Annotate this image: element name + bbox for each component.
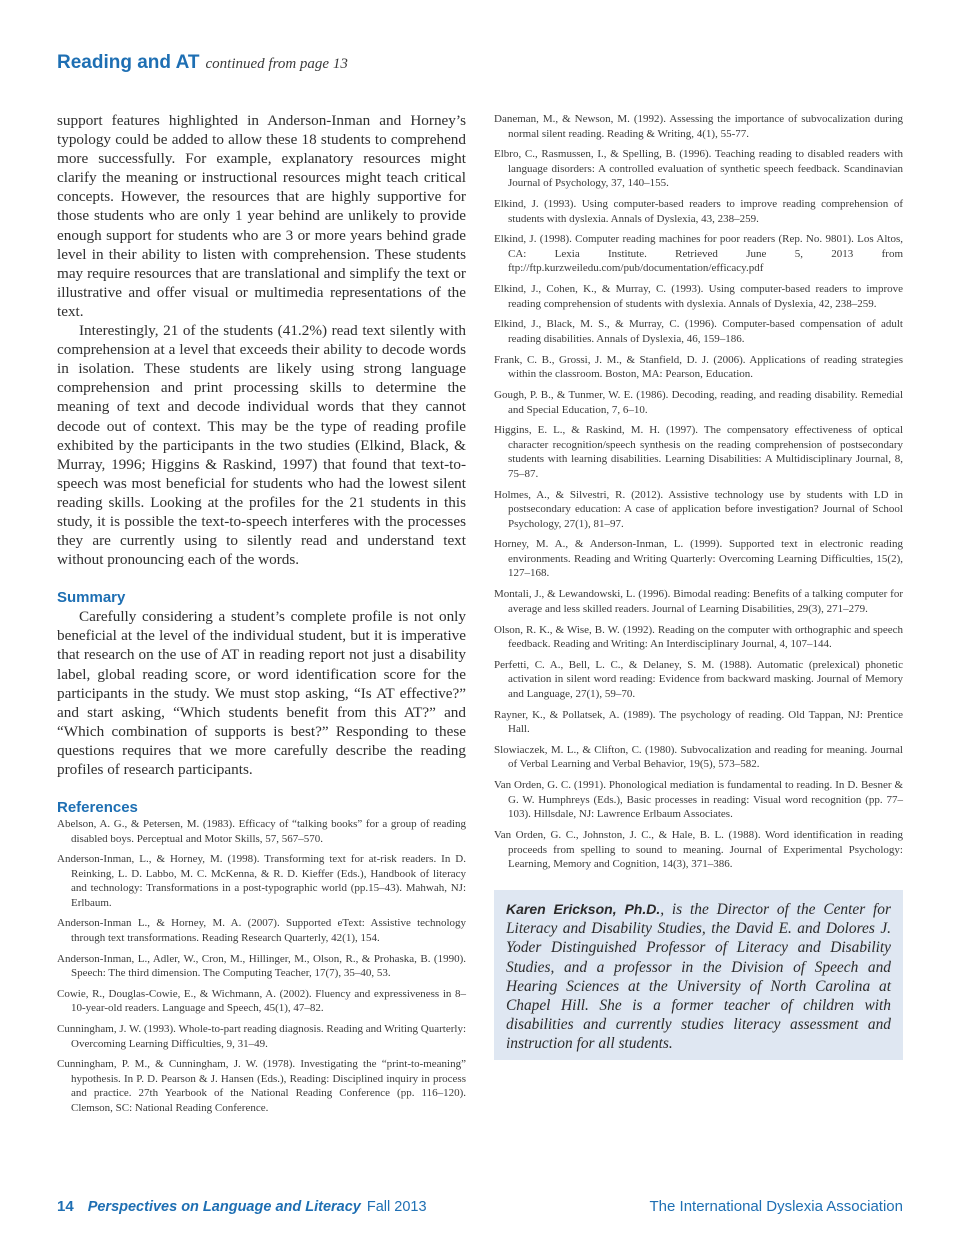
author-bio-text: , is the Director of the Center for Literacy and Disability Studies, the David E. and Dolores J. Yoder Distinguished Professor of Literacy and Disability Studies, and a professor in the Division of Speech and Hearing Sciences at the University of North Carolina at Chapel Hill. She is a former teacher of children with disabilities and currently studies literacy assessment and instruction for all students. bbox=[506, 901, 891, 1053]
reference-item: Olson, R. K., & Wise, B. W. (1992). Reading on the computer with orthographic and speech feedback. Reading and Writing: An Interdisciplinary Journal, 4, 107–144. bbox=[494, 623, 903, 651]
body-paragraph: Interestingly, 21 of the students (41.2%) read text silently with comprehension at a level that exceeds their ability to decode words in isolation. These students are likely using strong language comprehension and print processing skills to determine the meaning of text and decode individual words that they cannot decode out of context. This may be the type of reading profile exhibited by the participants in the two studies (Elkind, Black, & Murray, 1996; Higgins & Raskind, 1997) that found that text-to-speech was most beneficial for students who had the lowest silent reading skills. Looking at the profiles for the 21 students in this study, it is possible the text-to-speech interferes with the processes they are currently using to silently read and understand text without pronouncing each of the words. bbox=[57, 322, 466, 569]
reference-item: Holmes, A., & Silvestri, R. (2012). Assistive technology use by students with LD in postsecondary education: A case of application before investigation? Journal of School Psychology, 27(1), 81–97. bbox=[494, 488, 903, 530]
reference-item: Elkind, J. (1993). Using computer-based readers to improve reading comprehension of students with dyslexia. Annals of Dyslexia, 43, 238–259. bbox=[494, 198, 903, 225]
reference-item: Anderson-Inman, L., & Horney, M. (1998). Transforming text for at-risk readers. In D. Reinking, L. D. Labbo, M. C. McKenna, & R. D. Kieffer (Eds.), Handbook of literacy and technology: Transformations in a post-typographic world (pp.15–43). Mahwah, NJ: Erlbaum. bbox=[57, 853, 466, 909]
summary-heading: Summary bbox=[57, 589, 126, 607]
reference-item: Daneman, M., & Newson, M. (1992). Assessing the importance of subvocalization during normal silent reading. Reading & Writing, 4(1), 55-77. bbox=[494, 113, 903, 140]
reference-item: Cunningham, P. M., & Cunningham, J. W. (1978). Investigating the “print-to-meaning” hypothesis. In P. D. Pearson & J. Hansen (Eds.), Reading: Disciplined inquiry in process and practice. 27th Yearbook of the National Reading Conference (pp. 116–120). Clemson, SC: National Reading Conference. bbox=[57, 1058, 466, 1114]
author-name: Karen Erickson, Ph.D. bbox=[506, 901, 661, 917]
reference-item: Van Orden, G. C. (1991). Phonological mediation is fundamental to reading. In D. Besner & G. W. Humphreys (Eds.), Basic processes in reading: Visual word recognition (pp. 77–103). Hillsdale, NJ: Lawrence Erlbaum Associates. bbox=[494, 779, 903, 821]
reference-item: Horney, M. A., & Anderson-Inman, L. (1999). Supported text in electronic reading environments. Reading and Writing Quarterly: Overcoming Learning Difficulties, 15(2), 127–168. bbox=[494, 538, 903, 580]
reference-item: Rayner, K., & Pollatsek, A. (1989). The psychology of reading. Old Tappan, NJ: Prentice Hall. bbox=[494, 708, 903, 736]
body-paragraph: support features highlighted in Anderson-Inman and Horney’s typology could be added to allow these 18 students to comprehend more successfully. For example, explanatory resources might clarify the meaning or instructional resources might teach critical concepts. However, the resources that are highly supportive for those students who are only 1 year behind are unlikely to provide enough support for students who are 3 or more years behind grade level in their ability to listen with comprehension. These students may require resources that are translational and simplify the text or illustrative and offer visual or multimedia representations of the text. bbox=[57, 112, 466, 320]
publication-title: Perspectives on Language and Literacy bbox=[87, 1199, 361, 1215]
reference-item: Cunningham, J. W. (1993). Whole-to-part reading diagnosis. Reading and Writing Quarterly: Overcoming Learning Difficulties, 9, 31–49. bbox=[57, 1023, 466, 1050]
reference-item: Cowie, R., Douglas-Cowie, E., & Wichmann, A. (2002). Fluency and expressiveness in 8–10-year-old readers. Language and Speech, 45(1), 47–82. bbox=[57, 987, 466, 1015]
issue-date: Fall 2013 bbox=[366, 1199, 427, 1215]
right-column bbox=[494, 112, 903, 878]
reference-item: Gough, P. B., & Tunmer, W. E. (1986). Decoding, reading, and reading disability. Remedial and Special Education, 7, 6–10. bbox=[494, 389, 903, 416]
organization-name: The International Dyslexia Association bbox=[649, 1198, 903, 1215]
reference-item: Elbro, C., Rasmussen, I., & Spelling, B. (1996). Teaching reading to disabled readers with language disorders: A controlled evaluation of synthetic speech feedback. Scandinavian Journal of Psychology, 37, 140–155. bbox=[494, 148, 903, 190]
reference-item: Higgins, E. L., & Raskind, M. H. (1997). The compensatory effectiveness of optical character recognition/speech synthesis on the reading comprehension of postsecondary students with learning disabilities. Learning Disabilities: A Multidisciplinary Journal, 8, 75–87. bbox=[494, 424, 903, 480]
page-footer bbox=[57, 1198, 903, 1220]
reference-item: Frank, C. B., Grossi, J. M., & Stanfield, D. J. (2006). Applications of reading strategies within the classroom. Boston, MA: Pearson, Education. bbox=[494, 353, 903, 381]
reference-item: Abelson, A. G., & Petersen, M. (1983). Efficacy of “talking books” for a group of reading disabled boys. Perceptual and Motor Skills, 57, 567–570. bbox=[57, 818, 466, 845]
reference-item: Anderson-Inman, L., Adler, W., Cron, M., Hillinger, M., Olson, R., & Prohaska, B. (1990). Speech: The third dimension. The Computing Teacher, 17(7), 35–40, 53. bbox=[57, 952, 466, 980]
reference-item: Elkind, J., Black, M. S., & Murray, C. (1996). Computer-based compensation of adult reading disabilities. Annals of Dyslexia, 46, 159–186. bbox=[494, 318, 903, 345]
article-body bbox=[57, 111, 466, 817]
page-number: 14 bbox=[57, 1198, 74, 1215]
reference-item: Elkind, J., Cohen, K., & Murray, C. (1993). Using computer-based readers to improve reading comprehension of students with dyslexia. Annals of Dyslexia, 42, 238–259. bbox=[494, 283, 903, 310]
reference-item: Slowiaczek, M. L., & Clifton, C. (1980). Subvocalization and reading for meaning. Journal of Verbal Learning and Verbal Behavior, 19(5), 573–582. bbox=[494, 743, 903, 771]
summary-paragraph: Carefully considering a student’s complete profile is not only beneficial at the level of the individual student, but it is imperative that research on the use of AT in reading report not just a disability label, global reading score, or word identification score for the participants in the study. We must stop asking, “Is AT effective?” and start asking, “Which students benefit from this AT?” and “Which combination of supports is best?” Responding to these questions requires that we more carefully describe the reading profiles of research participants. bbox=[57, 608, 466, 778]
reference-item: Perfetti, C. A., Bell, L. C., & Delaney, S. M. (1988). Automatic (prelexical) phonetic activation in silent word reading: Evidence from backward masking. Journal of Memory and Language, 27(1), 59–70. bbox=[494, 658, 903, 700]
left-column bbox=[57, 111, 466, 1121]
author-bio-box bbox=[494, 890, 903, 1060]
reference-item: Anderson-Inman L., & Horney, M. A. (2007). Supported eText: Assistive technology through text transformations. Reading Research Quarterly, 42(1), 154. bbox=[57, 917, 466, 944]
references-list-left bbox=[57, 817, 466, 1115]
continued-note: continued from page 13 bbox=[205, 56, 348, 72]
reference-item: Montali, J., & Lewandowski, L. (1996). Bimodal reading: Benefits of a talking computer for average and less skilled readers. Journal of Learning Disabilities, 29(3), 271–279. bbox=[494, 588, 903, 615]
reference-item: Elkind, J. (1998). Computer reading machines for poor readers (Rep. No. 9801). Los Altos, CA: Lexia Institute. Retrieved June 5, 2013 from ftp://ftp.kurzweiledu.com/pub/documentation/efficacy.pdf bbox=[494, 233, 903, 275]
references-heading: References bbox=[57, 799, 138, 817]
reference-item: Van Orden, G. C., Johnston, J. C., & Hale, B. L. (1988). Word identification in reading proceeds from spelling to sound to meaning. Journal of Experimental Psychology: Learning, Memory and Cognition, 14(3), 371–386. bbox=[494, 829, 903, 871]
author-bio bbox=[506, 900, 891, 1054]
section-title: Reading and AT bbox=[57, 52, 200, 73]
running-header bbox=[57, 52, 348, 82]
references-list-right bbox=[494, 112, 903, 872]
